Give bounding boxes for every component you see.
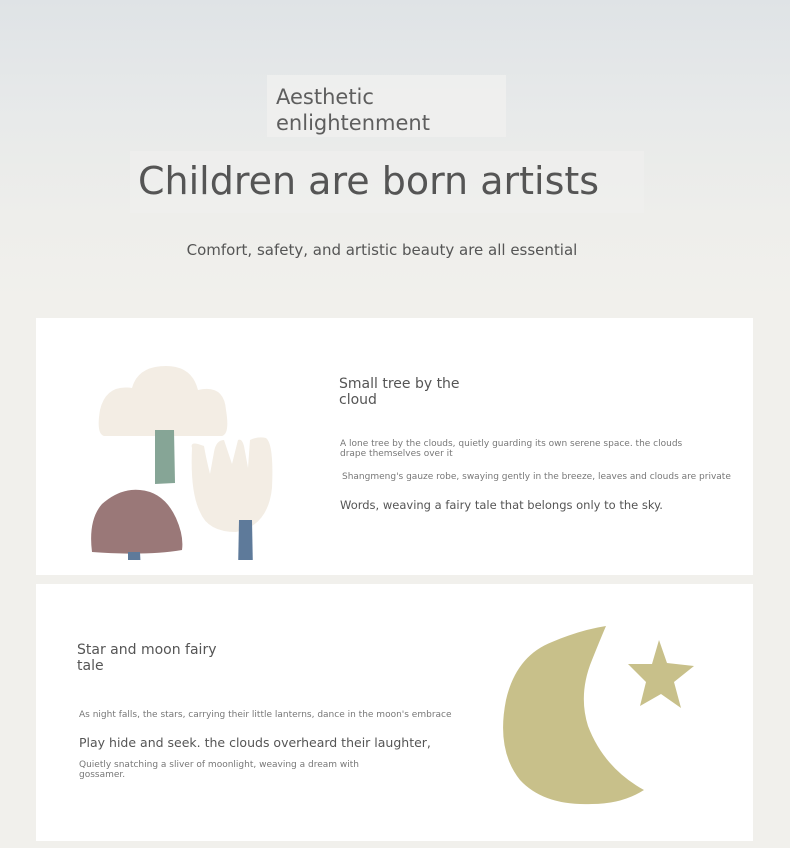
moon-heading: Star and moon fairy tale [77,642,217,674]
tree-line-3: Words, weaving a fairy tale that belongs only to the sky. [340,498,663,512]
moon-line-3: Quietly snatching a sliver of moonlight, weaving a dream with gossamer. [79,760,359,780]
tree-card [36,318,753,575]
fork-tree-trunk [238,520,253,560]
tree-heading: Small tree by the cloud [339,376,460,408]
kicker-text: Aesthetic enlightenment [276,85,430,135]
cloud-shape [99,366,228,436]
tree-line-1: A lone tree by the clouds, quietly guarding its own serene space. the clouds drape themselves over it [340,439,683,459]
mushroom-cap [91,490,182,554]
moon-shape [503,626,644,804]
moon-card [36,584,753,841]
moon-line-1: As night falls, the stars, carrying their little lanterns, dance in the moon's embrace [79,710,452,720]
moon-line-2: Play hide and seek. the clouds overheard their laughter, [79,735,431,750]
fork-tree-shape [192,437,273,532]
tree-line-2: Shangmeng's gauze robe, swaying gently in the breeze, leaves and clouds are private [342,472,731,482]
page-title: Children are born artists [138,159,600,203]
moon-and-star-illustration [496,620,706,810]
mushroom-stem [128,552,141,560]
star-shape [628,640,694,708]
cloud-trunk [155,430,175,484]
cloud-tree-illustration [86,340,306,560]
page-subtitle: Comfort, safety, and artistic beauty are all essential [186,241,578,259]
